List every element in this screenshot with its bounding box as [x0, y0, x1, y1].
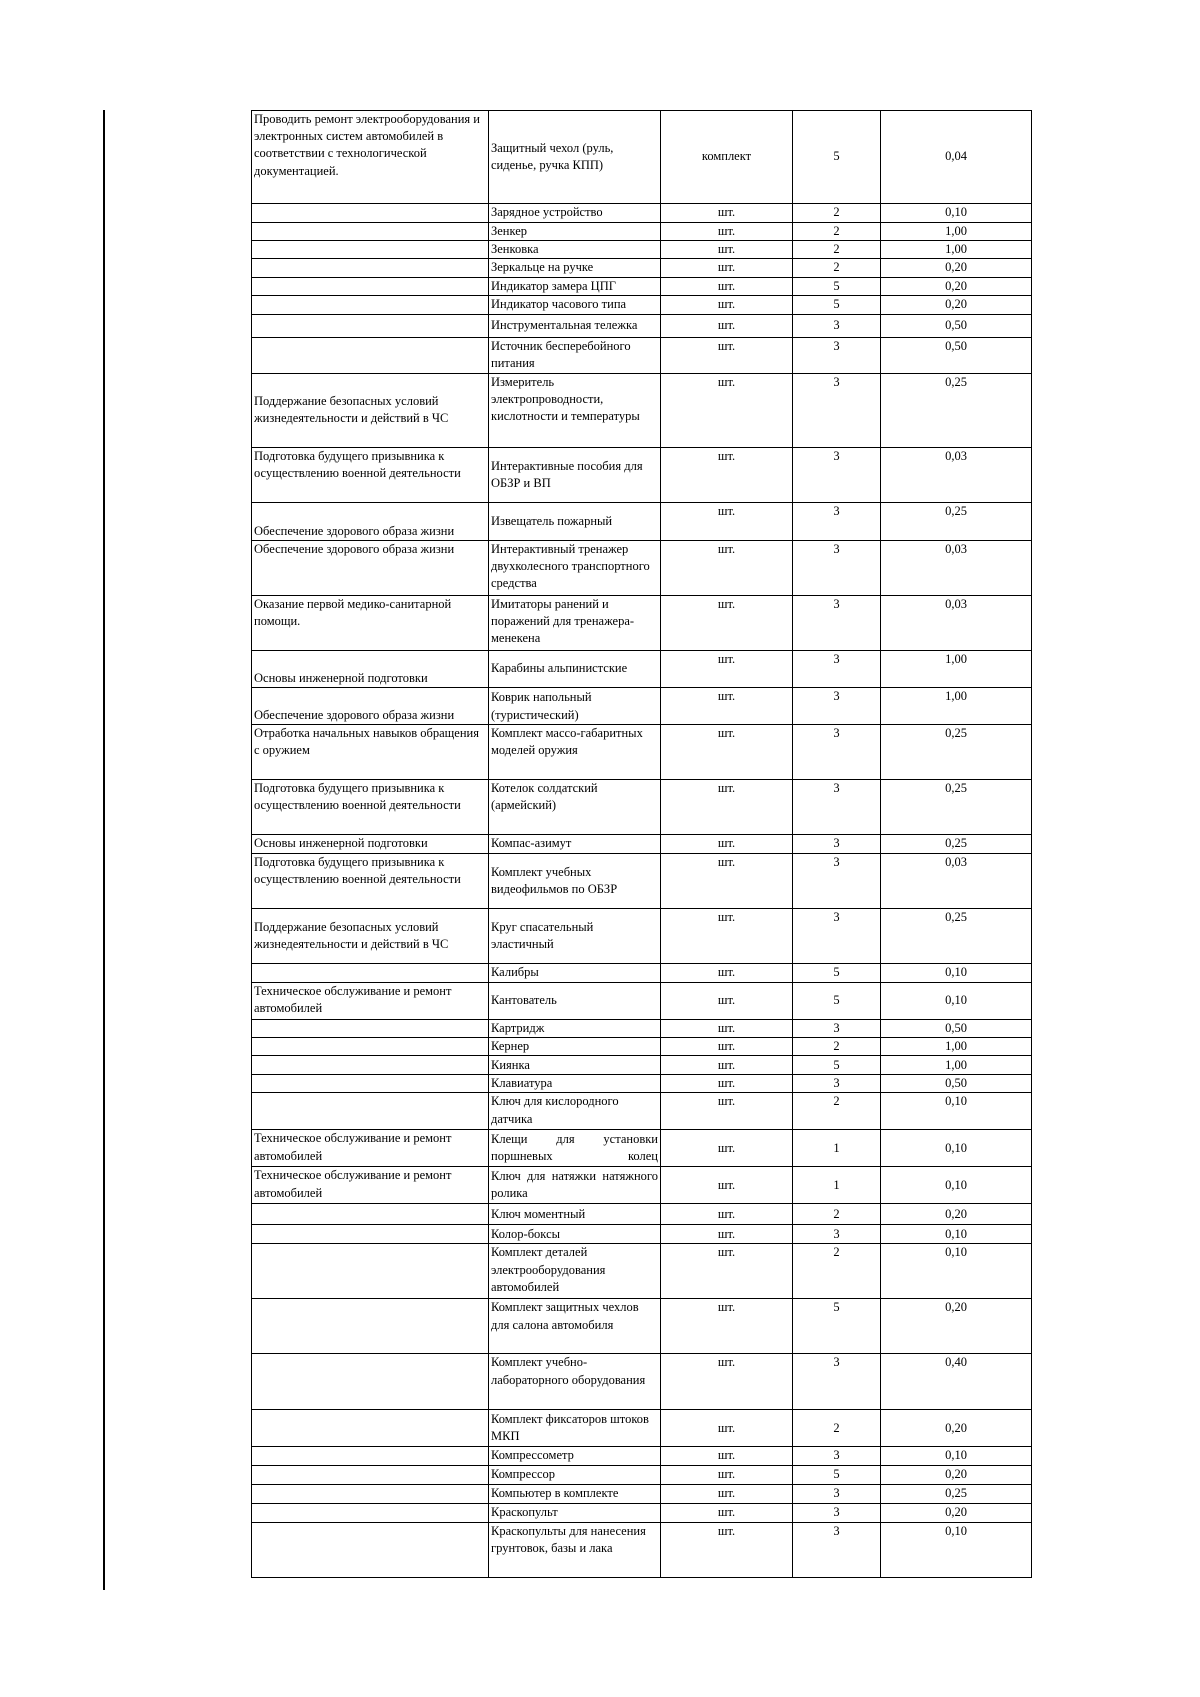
table-row — [252, 1354, 1032, 1410]
unit-cell: шт. — [661, 1204, 793, 1225]
activity-cell — [252, 1225, 489, 1244]
norm-cell: 0,50 — [881, 1075, 1032, 1093]
item-name-cell: Защитный чехол (руль, сиденье, ручка КПП) — [489, 111, 661, 204]
quantity-cell: 1 — [793, 1130, 881, 1167]
norm-cell: 0,40 — [881, 1354, 1032, 1410]
unit-cell: шт. — [661, 1075, 793, 1093]
norm-cell: 0,20 — [881, 1204, 1032, 1225]
quantity-cell: 3 — [793, 779, 881, 834]
norm-cell: 0,10 — [881, 204, 1032, 223]
quantity-cell: 5 — [793, 1056, 881, 1075]
norm-cell: 0,50 — [881, 1019, 1032, 1037]
item-name-cell: Источник бесперебойного питания — [489, 337, 661, 373]
table-row — [252, 1225, 1032, 1244]
item-name-cell: Индикатор замера ЦПГ — [489, 277, 661, 295]
item-name-cell: Зарядное устройство — [489, 204, 661, 223]
quantity-cell: 2 — [793, 241, 881, 259]
table-row — [252, 1503, 1032, 1522]
item-name-cell: Кантователь — [489, 982, 661, 1019]
table-row — [252, 963, 1032, 982]
activity-cell — [252, 1484, 489, 1503]
activity-cell — [252, 295, 489, 314]
item-name-cell: Кернер — [489, 1038, 661, 1056]
unit-cell: шт. — [661, 908, 793, 963]
norm-cell: 0,20 — [881, 295, 1032, 314]
norm-cell: 0,25 — [881, 373, 1032, 447]
unit-cell: шт. — [661, 277, 793, 295]
quantity-cell: 5 — [793, 1465, 881, 1484]
table-row — [252, 1522, 1032, 1577]
table-row — [252, 241, 1032, 259]
activity-cell: Техническое обслуживание и ремонт автомобилей — [252, 1167, 489, 1204]
activity-cell — [252, 963, 489, 982]
item-name-cell: Комплект деталей электрооборудования автомобилей — [489, 1244, 661, 1299]
quantity-cell: 3 — [793, 1503, 881, 1522]
item-name-cell: Имитаторы ранений и поражений для тренажера-менекена — [489, 595, 661, 650]
quantity-cell: 3 — [793, 447, 881, 502]
table-row — [252, 111, 1032, 204]
quantity-cell: 1 — [793, 1167, 881, 1204]
table-row — [252, 277, 1032, 295]
activity-cell — [252, 314, 489, 337]
unit-cell: шт. — [661, 1503, 793, 1522]
item-name-cell: Компьютер в комплекте — [489, 1484, 661, 1503]
item-name-cell: Ключ моментный — [489, 1204, 661, 1225]
norm-cell: 0,03 — [881, 853, 1032, 908]
quantity-cell: 3 — [793, 1075, 881, 1093]
table-row — [252, 1447, 1032, 1465]
quantity-cell: 3 — [793, 650, 881, 687]
quantity-cell: 3 — [793, 853, 881, 908]
unit-cell: шт. — [661, 650, 793, 687]
table-row — [252, 314, 1032, 337]
norm-cell: 0,25 — [881, 502, 1032, 540]
unit-cell: шт. — [661, 1093, 793, 1130]
quantity-cell: 2 — [793, 1410, 881, 1447]
table-row — [252, 337, 1032, 373]
table-row — [252, 1167, 1032, 1204]
item-name-cell: Клавиатура — [489, 1075, 661, 1093]
quantity-cell: 3 — [793, 1354, 881, 1410]
item-name-cell: Колор-боксы — [489, 1225, 661, 1244]
item-name-cell: Комплект защитных чехлов для салона автомобиля — [489, 1299, 661, 1354]
activity-cell — [252, 1038, 489, 1056]
table-row — [252, 1075, 1032, 1093]
item-name-cell: Комплект фиксаторов штоков МКП — [489, 1410, 661, 1447]
norm-cell: 0,10 — [881, 1447, 1032, 1465]
unit-cell: шт. — [661, 1130, 793, 1167]
quantity-cell: 3 — [793, 502, 881, 540]
table-row — [252, 1019, 1032, 1037]
unit-cell: шт. — [661, 1484, 793, 1503]
table-row — [252, 295, 1032, 314]
norm-cell: 0,50 — [881, 314, 1032, 337]
activity-cell: Отработка начальных навыков обращения с оружием — [252, 724, 489, 779]
activity-cell — [252, 1410, 489, 1447]
quantity-cell: 3 — [793, 595, 881, 650]
quantity-cell: 3 — [793, 687, 881, 724]
unit-cell: шт. — [661, 1019, 793, 1037]
table-row — [252, 982, 1032, 1019]
unit-cell: шт. — [661, 295, 793, 314]
quantity-cell: 2 — [793, 1093, 881, 1130]
activity-cell — [252, 337, 489, 373]
quantity-cell: 2 — [793, 1244, 881, 1299]
unit-cell: шт. — [661, 1465, 793, 1484]
table-row — [252, 595, 1032, 650]
item-name-cell: Клещи для установки поршневых колец — [489, 1130, 661, 1167]
item-name-cell: Комплект учебно-лабораторного оборудования — [489, 1354, 661, 1410]
item-name-cell: Комплект массо-габаритных моделей оружия — [489, 724, 661, 779]
equipment-table-body — [252, 111, 1032, 1578]
quantity-cell: 3 — [793, 1447, 881, 1465]
unit-cell: шт. — [661, 779, 793, 834]
norm-cell: 0,25 — [881, 908, 1032, 963]
unit-cell: шт. — [661, 687, 793, 724]
quantity-cell: 3 — [793, 1225, 881, 1244]
unit-cell: шт. — [661, 540, 793, 595]
activity-cell: Обеспечение здорового образа жизни — [252, 687, 489, 724]
table-row — [252, 1484, 1032, 1503]
activity-cell: Поддержание безопасных условий жизнедеятельности и действий в ЧС — [252, 373, 489, 447]
table-row — [252, 540, 1032, 595]
norm-cell: 0,20 — [881, 1465, 1032, 1484]
activity-cell: Подготовка будущего призывника к осуществлению военной деятельности — [252, 779, 489, 834]
unit-cell: шт. — [661, 241, 793, 259]
norm-cell: 0,03 — [881, 447, 1032, 502]
equipment-table — [251, 110, 1032, 1578]
unit-cell: шт. — [661, 963, 793, 982]
quantity-cell: 5 — [793, 277, 881, 295]
norm-cell: 1,00 — [881, 1056, 1032, 1075]
item-name-cell: Карабины альпинистские — [489, 650, 661, 687]
item-name-cell: Измеритель электропроводности, кислотности и температуры — [489, 373, 661, 447]
table-row — [252, 853, 1032, 908]
quantity-cell: 3 — [793, 724, 881, 779]
item-name-cell: Краскопульты для нанесения грунтовок, базы и лака — [489, 1522, 661, 1577]
norm-cell: 1,00 — [881, 1038, 1032, 1056]
table-row — [252, 1410, 1032, 1447]
activity-cell — [252, 1075, 489, 1093]
norm-cell: 0,20 — [881, 277, 1032, 295]
item-name-cell: Комплект учебных видеофильмов по ОБЗР — [489, 853, 661, 908]
quantity-cell: 2 — [793, 204, 881, 223]
activity-cell — [252, 1465, 489, 1484]
unit-cell: шт. — [661, 595, 793, 650]
table-row — [252, 259, 1032, 277]
quantity-cell: 2 — [793, 1204, 881, 1225]
quantity-cell: 5 — [793, 963, 881, 982]
activity-cell: Основы инженерной подготовки — [252, 650, 489, 687]
activity-cell: Оказание первой медико-санитарной помощи. — [252, 595, 489, 650]
activity-cell — [252, 1447, 489, 1465]
item-name-cell: Интерактивные пособия для ОБЗР и ВП — [489, 447, 661, 502]
quantity-cell: 3 — [793, 908, 881, 963]
activity-cell — [252, 204, 489, 223]
norm-cell: 0,20 — [881, 1410, 1032, 1447]
activity-cell: Поддержание безопасных условий жизнедеятельности и действий в ЧС — [252, 908, 489, 963]
activity-cell: Основы инженерной подготовки — [252, 834, 489, 853]
quantity-cell: 3 — [793, 540, 881, 595]
norm-cell: 0,10 — [881, 1130, 1032, 1167]
unit-cell: шт. — [661, 502, 793, 540]
unit-cell: шт. — [661, 1038, 793, 1056]
unit-cell: шт. — [661, 223, 793, 241]
table-row — [252, 223, 1032, 241]
quantity-cell: 5 — [793, 982, 881, 1019]
table-row — [252, 1465, 1032, 1484]
quantity-cell: 3 — [793, 1019, 881, 1037]
activity-cell: Техническое обслуживание и ремонт автомобилей — [252, 1130, 489, 1167]
norm-cell: 0,10 — [881, 1225, 1032, 1244]
norm-cell: 0,10 — [881, 963, 1032, 982]
norm-cell: 0,25 — [881, 779, 1032, 834]
unit-cell: шт. — [661, 1354, 793, 1410]
table-row — [252, 502, 1032, 540]
activity-cell — [252, 1204, 489, 1225]
unit-cell: комплект — [661, 111, 793, 204]
activity-cell — [252, 1244, 489, 1299]
activity-cell: Обеспечение здорового образа жизни — [252, 502, 489, 540]
norm-cell: 0,10 — [881, 982, 1032, 1019]
norm-cell: 1,00 — [881, 241, 1032, 259]
table-row — [252, 1244, 1032, 1299]
activity-cell — [252, 1522, 489, 1577]
table-row — [252, 373, 1032, 447]
norm-cell: 0,20 — [881, 259, 1032, 277]
unit-cell: шт. — [661, 1299, 793, 1354]
unit-cell: шт. — [661, 314, 793, 337]
unit-cell: шт. — [661, 1056, 793, 1075]
item-name-cell: Зенковка — [489, 241, 661, 259]
unit-cell: шт. — [661, 1225, 793, 1244]
unit-cell: шт. — [661, 204, 793, 223]
quantity-cell: 3 — [793, 314, 881, 337]
table-row — [252, 687, 1032, 724]
table-row — [252, 1130, 1032, 1167]
norm-cell: 0,10 — [881, 1167, 1032, 1204]
unit-cell: шт. — [661, 724, 793, 779]
table-row — [252, 1299, 1032, 1354]
quantity-cell: 3 — [793, 1522, 881, 1577]
item-name-cell: Интерактивный тренажер двухколесного транспортного средства — [489, 540, 661, 595]
norm-cell: 0,20 — [881, 1299, 1032, 1354]
unit-cell: шт. — [661, 373, 793, 447]
activity-cell — [252, 259, 489, 277]
norm-cell: 0,10 — [881, 1244, 1032, 1299]
activity-cell — [252, 241, 489, 259]
item-name-cell: Калибры — [489, 963, 661, 982]
table-row — [252, 650, 1032, 687]
norm-cell: 0,10 — [881, 1522, 1032, 1577]
item-name-cell: Инструментальная тележка — [489, 314, 661, 337]
item-name-cell: Компас-азимут — [489, 834, 661, 853]
item-name-cell: Котелок солдатский (армейский) — [489, 779, 661, 834]
norm-cell: 0,04 — [881, 111, 1032, 204]
item-name-cell: Ключ для натяжки натяжного ролика — [489, 1167, 661, 1204]
unit-cell: шт. — [661, 853, 793, 908]
item-name-cell: Ключ для кислородного датчика — [489, 1093, 661, 1130]
norm-cell: 1,00 — [881, 650, 1032, 687]
table-row — [252, 1038, 1032, 1056]
quantity-cell: 2 — [793, 223, 881, 241]
activity-cell — [252, 1354, 489, 1410]
activity-cell: Проводить ремонт электрооборудования и электронных систем автомобилей в соответствии с технологической документацией. — [252, 111, 489, 204]
item-name-cell: Компрессометр — [489, 1447, 661, 1465]
quantity-cell: 3 — [793, 337, 881, 373]
unit-cell: шт. — [661, 337, 793, 373]
unit-cell: шт. — [661, 1410, 793, 1447]
item-name-cell: Зенкер — [489, 223, 661, 241]
table-row — [252, 1204, 1032, 1225]
item-name-cell: Киянка — [489, 1056, 661, 1075]
unit-cell: шт. — [661, 1447, 793, 1465]
table-row — [252, 908, 1032, 963]
activity-cell — [252, 1019, 489, 1037]
norm-cell: 0,10 — [881, 1093, 1032, 1130]
unit-cell: шт. — [661, 1522, 793, 1577]
item-name-cell: Извещатель пожарный — [489, 502, 661, 540]
unit-cell: шт. — [661, 259, 793, 277]
table-row — [252, 724, 1032, 779]
item-name-cell: Круг спасательный эластичный — [489, 908, 661, 963]
unit-cell: шт. — [661, 834, 793, 853]
norm-cell: 0,03 — [881, 595, 1032, 650]
table-row — [252, 204, 1032, 223]
norm-cell: 0,25 — [881, 1484, 1032, 1503]
unit-cell: шт. — [661, 982, 793, 1019]
activity-cell — [252, 277, 489, 295]
unit-cell: шт. — [661, 1167, 793, 1204]
table-row — [252, 447, 1032, 502]
activity-cell — [252, 223, 489, 241]
norm-cell: 0,25 — [881, 834, 1032, 853]
table-row — [252, 1056, 1032, 1075]
item-name-cell: Компрессор — [489, 1465, 661, 1484]
norm-cell: 0,03 — [881, 540, 1032, 595]
unit-cell: шт. — [661, 447, 793, 502]
activity-cell — [252, 1299, 489, 1354]
activity-cell: Техническое обслуживание и ремонт автомобилей — [252, 982, 489, 1019]
unit-cell: шт. — [661, 1244, 793, 1299]
norm-cell: 0,50 — [881, 337, 1032, 373]
quantity-cell: 5 — [793, 1299, 881, 1354]
quantity-cell: 3 — [793, 834, 881, 853]
quantity-cell: 2 — [793, 1038, 881, 1056]
table-row — [252, 1093, 1032, 1130]
item-name-cell: Коврик напольный (туристический) — [489, 687, 661, 724]
item-name-cell: Краскопульт — [489, 1503, 661, 1522]
quantity-cell: 5 — [793, 111, 881, 204]
norm-cell: 0,25 — [881, 724, 1032, 779]
table-row — [252, 834, 1032, 853]
activity-cell — [252, 1503, 489, 1522]
activity-cell — [252, 1093, 489, 1130]
item-name-cell: Зеркальце на ручке — [489, 259, 661, 277]
left-margin-line — [103, 110, 105, 1590]
quantity-cell: 2 — [793, 259, 881, 277]
table-row — [252, 779, 1032, 834]
activity-cell — [252, 1056, 489, 1075]
norm-cell: 1,00 — [881, 223, 1032, 241]
activity-cell: Подготовка будущего призывника к осуществлению военной деятельности — [252, 853, 489, 908]
activity-cell: Обеспечение здорового образа жизни — [252, 540, 489, 595]
activity-cell: Подготовка будущего призывника к осуществлению военной деятельности — [252, 447, 489, 502]
item-name-cell: Картридж — [489, 1019, 661, 1037]
quantity-cell: 3 — [793, 373, 881, 447]
norm-cell: 1,00 — [881, 687, 1032, 724]
quantity-cell: 5 — [793, 295, 881, 314]
quantity-cell: 3 — [793, 1484, 881, 1503]
norm-cell: 0,20 — [881, 1503, 1032, 1522]
item-name-cell: Индикатор часового типа — [489, 295, 661, 314]
